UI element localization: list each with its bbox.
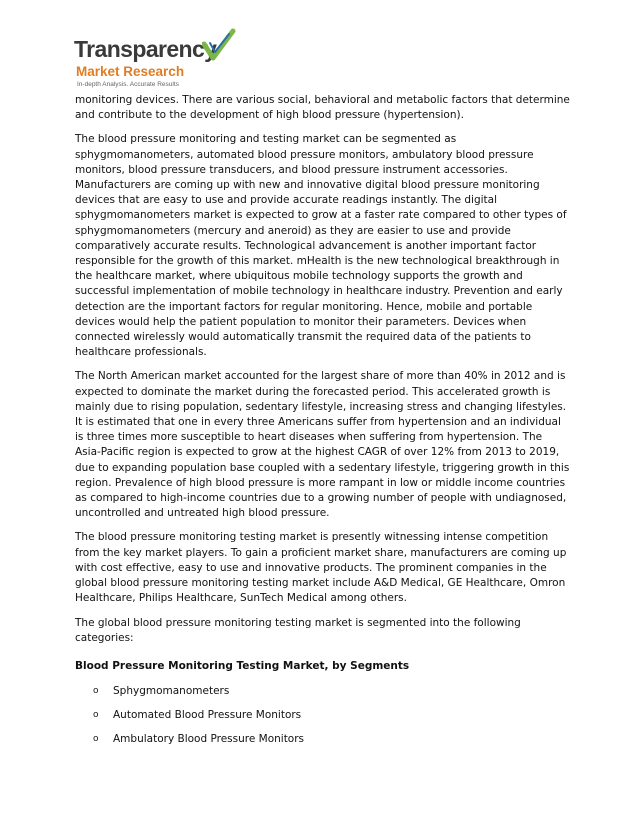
bullet-marker: o [93,686,99,697]
segments-heading: Blood Pressure Monitoring Testing Market, by Segments [75,659,410,672]
segment-label: Ambulatory Blood Pressure Monitors [113,733,305,746]
document-body [75,93,571,756]
bullet-marker: o [93,734,99,745]
paragraph: monitoring devices. There are various social, behavioral and metabolic factors that determine and contribute to the development of high blood pressure (hypertension). [75,94,570,122]
paragraph: The North American market accounted for the largest share of more than 40% in 2012 and is expected to dominate the market during the forecasted period. This accelerated growth is mainly due to rising population, sedentary lifestyle, increasing stress and changing lifestyles. It is estimated that one in every three Americans suffer from hypertension and an individual is three times more susceptible to heart diseases when suffering from hypertension. The Asia-Pacific region is expected to grow at the highest CAGR of over 12% from 2013 to 2019, due to expanding population base coupled with a sedentary lifestyle, triggering growth in this region. Prevalence of high blood pressure is more rampant in low or middle income countries as compared to high-income countries due to a growing number of people with undiagnosed, uncontrolled and untreated high blood pressure. [75,370,570,520]
paragraph: The global blood pressure monitoring testing market is segmented into the following categories: [75,616,521,644]
list-item [75,684,571,699]
logo-tagline: In-depth Analysis. Accurate Results [77,81,179,88]
segment-label: Automated Blood Pressure Monitors [113,709,302,722]
list-item [75,732,571,747]
bullet-marker: o [93,710,99,721]
company-logo [74,28,244,96]
paragraph: The blood pressure monitoring and testing market can be segmented as sphygmomanometers, automated blood pressure monitors, ambulatory blood pressure monitors, blood pressure transducers, and blood pressure instrument accessories. Manufacturers are coming up with new and innovative digital blood pressure monitoring devices that are easy to use and provide accurate readings instantly. The digital sphygmomanometers market is expected to grow at a faster rate compared to other types of sphygmomanometers (mercury and aneroid) as they are easier to use and provide comparatively accurate results. Technological advancement is another important factor responsible for the growth of this market. mHealth is the new technological breakthrough in the healthcare market, where ubiquitous mobile technology supports the growth and successful implementation of mobile technology in healthcare industry. Prevention and early detection are the important factors for regular monitoring. Hence, mobile and portable devices would help the patient population to monitor their parameters. Devices when connected wirelessly would automatically transmit the required data of the patients to healthcare professionals. [75,133,567,359]
logo-name: Transparency [74,36,217,62]
segment-label: Sphygmomanometers [113,685,230,698]
checkmark-icon [202,28,236,64]
segments-list [75,684,571,747]
list-item [75,708,571,723]
paragraph: The blood pressure monitoring testing market is presently witnessing intense competition from the key market players. To gain a proficient market share, manufacturers are coming up with cost effective, easy to use and innovative products. The prominent companies in the global blood pressure monitoring testing market include A&D Medical, GE Healthcare, Omron Healthcare, Philips Healthcare, SunTech Medical among others. [75,531,567,605]
logo-subtitle: Market Research [76,64,185,79]
